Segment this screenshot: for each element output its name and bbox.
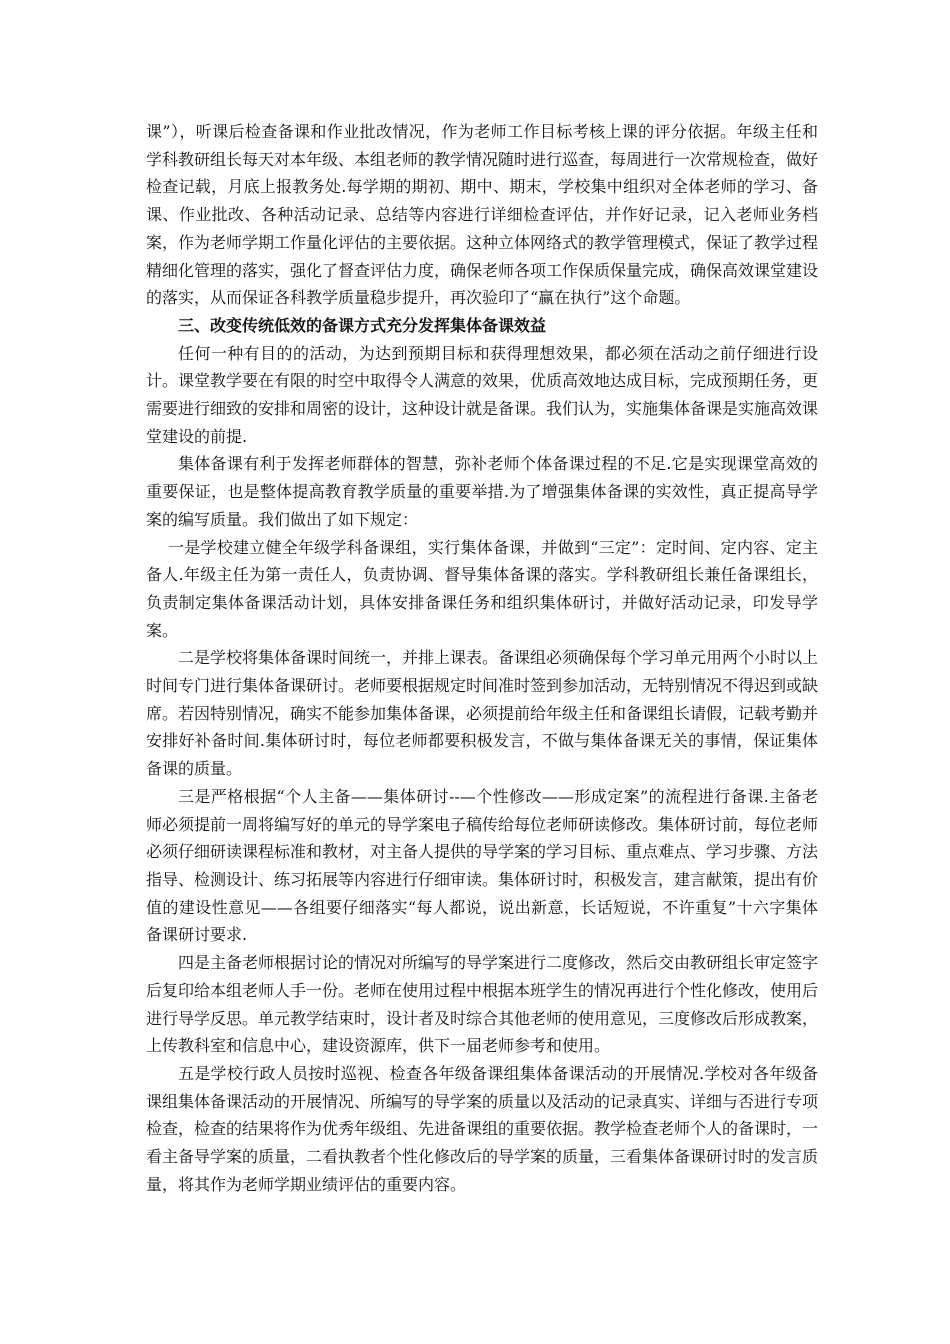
paragraph: 三是严格根据“个人主备——集体研讨--—个性修改——形成定案”的流程进行备课.主备老师必须提前一周将编写好的单元的导学案电子稿传给每位老师研读修改。集体研讨前，每位老师必须仔细研读课程标准和教材，对主备人提供的导学案的学习目标、重点难点、学习步骤、方法指导、检测设计、练习拓展等内容进行仔细审读。集体研讨时，积极发言，建言献策，提出有价值的建设性意见——各组要仔细落实“每人都说，说出新意，长话短说，不许重复”十六字集体备课研讨要求.: [146, 786, 819, 945]
paragraph: 集体备课有利于发挥老师群体的智慧，弥补老师个体备课过程的不足.它是实现课堂高效的重要保证，也是整体提高教育教学质量的重要举措.为了增强集体备课的实效性，真正提高导学案的编写质量。我们做出了如下规定：: [146, 454, 818, 529]
document-body: [146, 118, 818, 1198]
paragraph-continuation: 课”），听课后检查备课和作业批改情况，作为老师工作目标考核上课的评分依据。年级主任和学科教研组长每天对本年级、本组老师的教学情况随时进行巡查，每周进行一次常规检查，做好检查记载，月底上报教务处.每学期的期初、期中、期末，学校集中组织对全体老师的学习、备课、作业批改、各种活动记录、总结等内容进行详细检查评估，并作好记录，记入老师业务档案，作为老师学期工作量化评估的主要依据。这种立体网络式的教学管理模式，保证了教学过程精细化管理的落实，强化了督查评估力度，确保老师各项工作保质保量完成，确保高效课堂建设的落实，从而保证各科教学质量稳步提升，再次验印了“赢在执行”这个命题。: [146, 122, 819, 308]
paragraph: 二是学校将集体备课时间统一，并排上课表。备课组必须确保每个学习单元用两个小时以上时间专门进行集体备课研讨。老师要根据规定时间准时签到参加活动，无特别情况不得迟到或缺席。若因特别情况，确实不能参加集体备课，必须提前给年级主任和备课组长请假，记载考勤并安排好补备时间.集体研讨时，每位老师都要积极发言，不做与集体备课无关的事情，保证集体备课的质量。: [146, 648, 819, 779]
paragraph: 任何一种有目的的活动，为达到预期目标和获得理想效果，都必须在活动之前仔细进行设计。课堂教学要在有限的时空中取得令人满意的效果，优质高效地达成目标，完成预期任务，更需要进行细致的安排和周密的设计，这种设计就是备课。我们认为，实施集体备课是实施高效课堂建设的前提.: [146, 343, 819, 446]
paragraph: 五是学校行政人员按时巡视、检查各年级备课组集体备课活动的开展情况.学校对各年级备课组集体备课活动的开展情况、所编写的导学案的质量以及活动的记录真实、详细与否进行专项检查，检查的结果将作为优秀年级组、先进备课组的重要依据。教学检查老师个人的备课时，一看主备导学案的质量，二看执教者个性化修改后的导学案的质量，三看集体备课研讨时的发言质量，将其作为老师学期业绩评估的重要内容。: [146, 1063, 819, 1194]
paragraph: 四是主备老师根据讨论的情况对所编写的导学案进行二度修改，然后交由教研组长审定签字后复印给本组老师人手一份。老师在使用过程中根据本班学生的情况再进行个性化修改，使用后进行导学反思。单元教学结束时，设计者及时综合其他老师的使用意见，三度修改后形成教案，上传教科室和信息中心，建设资源库，供下一届老师参考和使用。: [146, 953, 819, 1056]
paragraph: 一是学校建立健全年级学科备课组，实行集体备课，并做到“三定”：定时间、定内容、定主备人.年级主任为第一责任人，负责协调、督导集体备课的落实。学科教研组长兼任备课组长，负责制定集体备课活动计划，具体安排备课任务和组织集体研讨，并做好活动记录，印发导学案。: [146, 537, 818, 640]
section-heading: 三、改变传统低效的备课方式充分发挥集体备课效益: [178, 315, 547, 335]
